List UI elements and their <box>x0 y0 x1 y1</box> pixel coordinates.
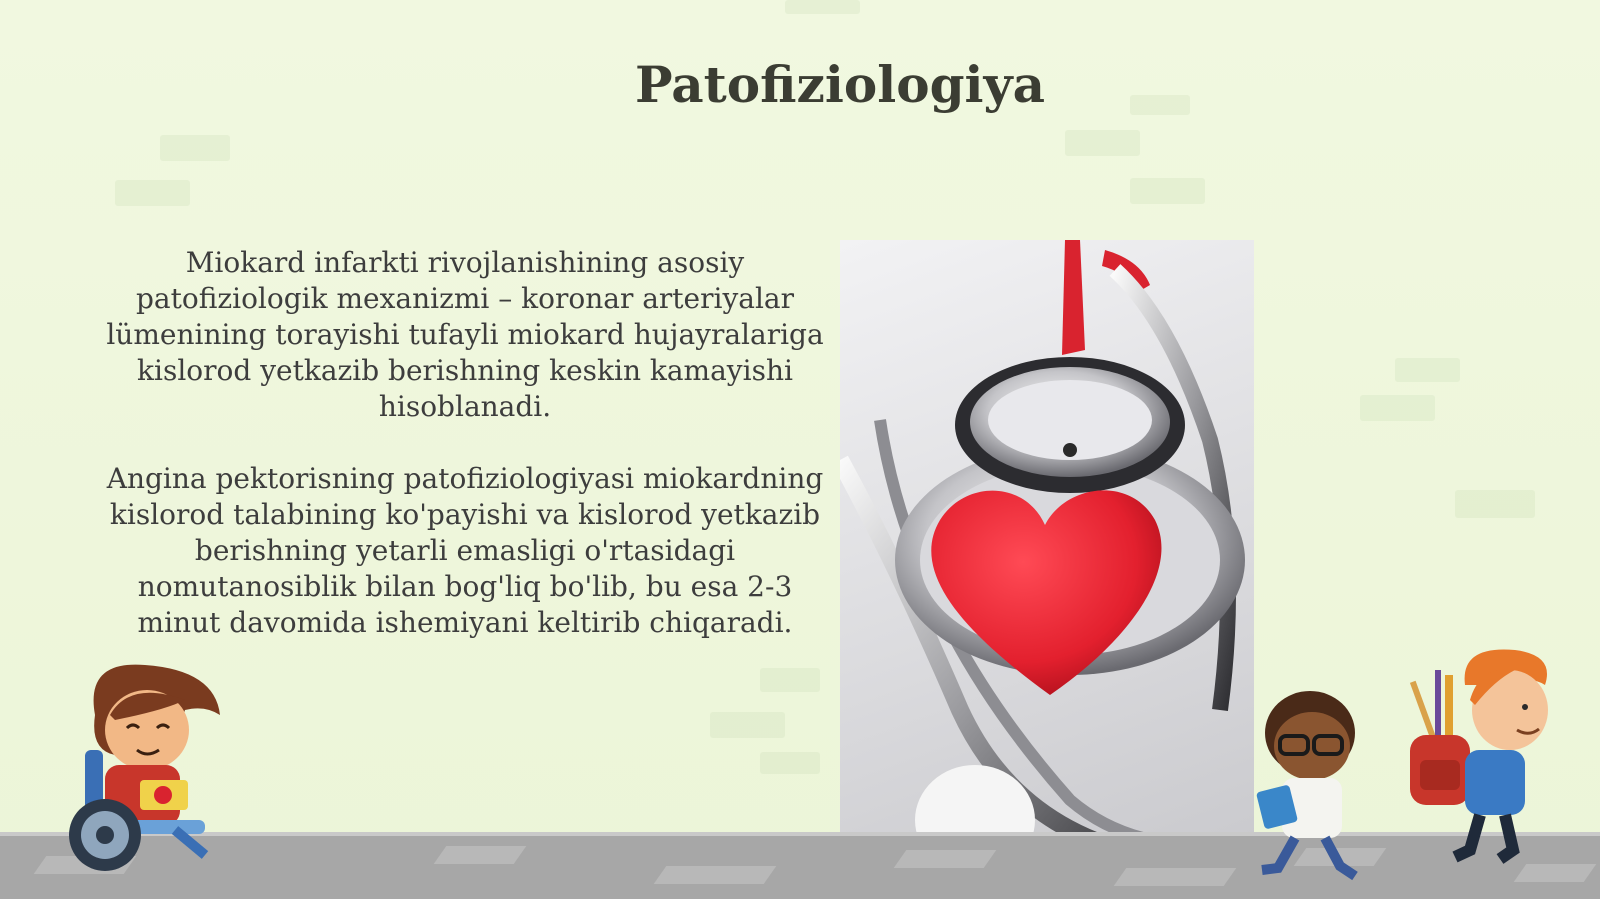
slide-title: Patofiziologiya <box>635 55 1045 114</box>
background-brick <box>760 752 820 774</box>
background-brick <box>160 135 230 161</box>
girl-wheelchair-illustration <box>55 660 235 880</box>
stethoscope-heart-icon <box>840 240 1254 860</box>
girl-wheelchair-icon <box>55 660 235 880</box>
stethoscope-heart-photo <box>840 240 1254 860</box>
paragraph-angina-pectoris: Angina pektorisning patofiziologiyasi miokardning kislorod talabining ko'payishi va kislorod yetkazib berishning yetarli emasligi o'rtasidagi nomutanosiblik bilan bog'liq bo'lib, bu esa 2-3 minut davomida ishemiyani keltirib chiqaradi. <box>106 462 824 639</box>
background-brick <box>115 180 190 206</box>
boy-glasses-books-icon <box>1250 688 1380 888</box>
background-brick <box>710 712 785 738</box>
background-brick <box>1130 95 1190 115</box>
background-brick <box>1455 490 1535 518</box>
boy-backpack-icon <box>1405 645 1575 875</box>
body-text <box>105 245 825 677</box>
background-brick <box>785 0 860 14</box>
background-brick <box>1065 130 1140 156</box>
paragraph-myocardial-infarction: Miokard infarkti rivojlanishining asosiy patofiziologik mexanizmi – koronar arteriyalar lümenining torayishi tufayli miokard hujayralariga kislorod yetkazib berishning keskin kamayishi hisoblanadi. <box>106 246 824 423</box>
background-brick <box>1395 358 1460 382</box>
background-brick <box>1130 178 1205 204</box>
background-brick <box>1360 395 1435 421</box>
boy-backpack-illustration <box>1405 645 1575 875</box>
ground-tile <box>894 850 997 868</box>
ground-tile <box>654 866 777 884</box>
boy-glasses-books-illustration <box>1250 688 1380 888</box>
ground-tile <box>434 846 527 864</box>
ground-tile <box>1114 868 1237 886</box>
